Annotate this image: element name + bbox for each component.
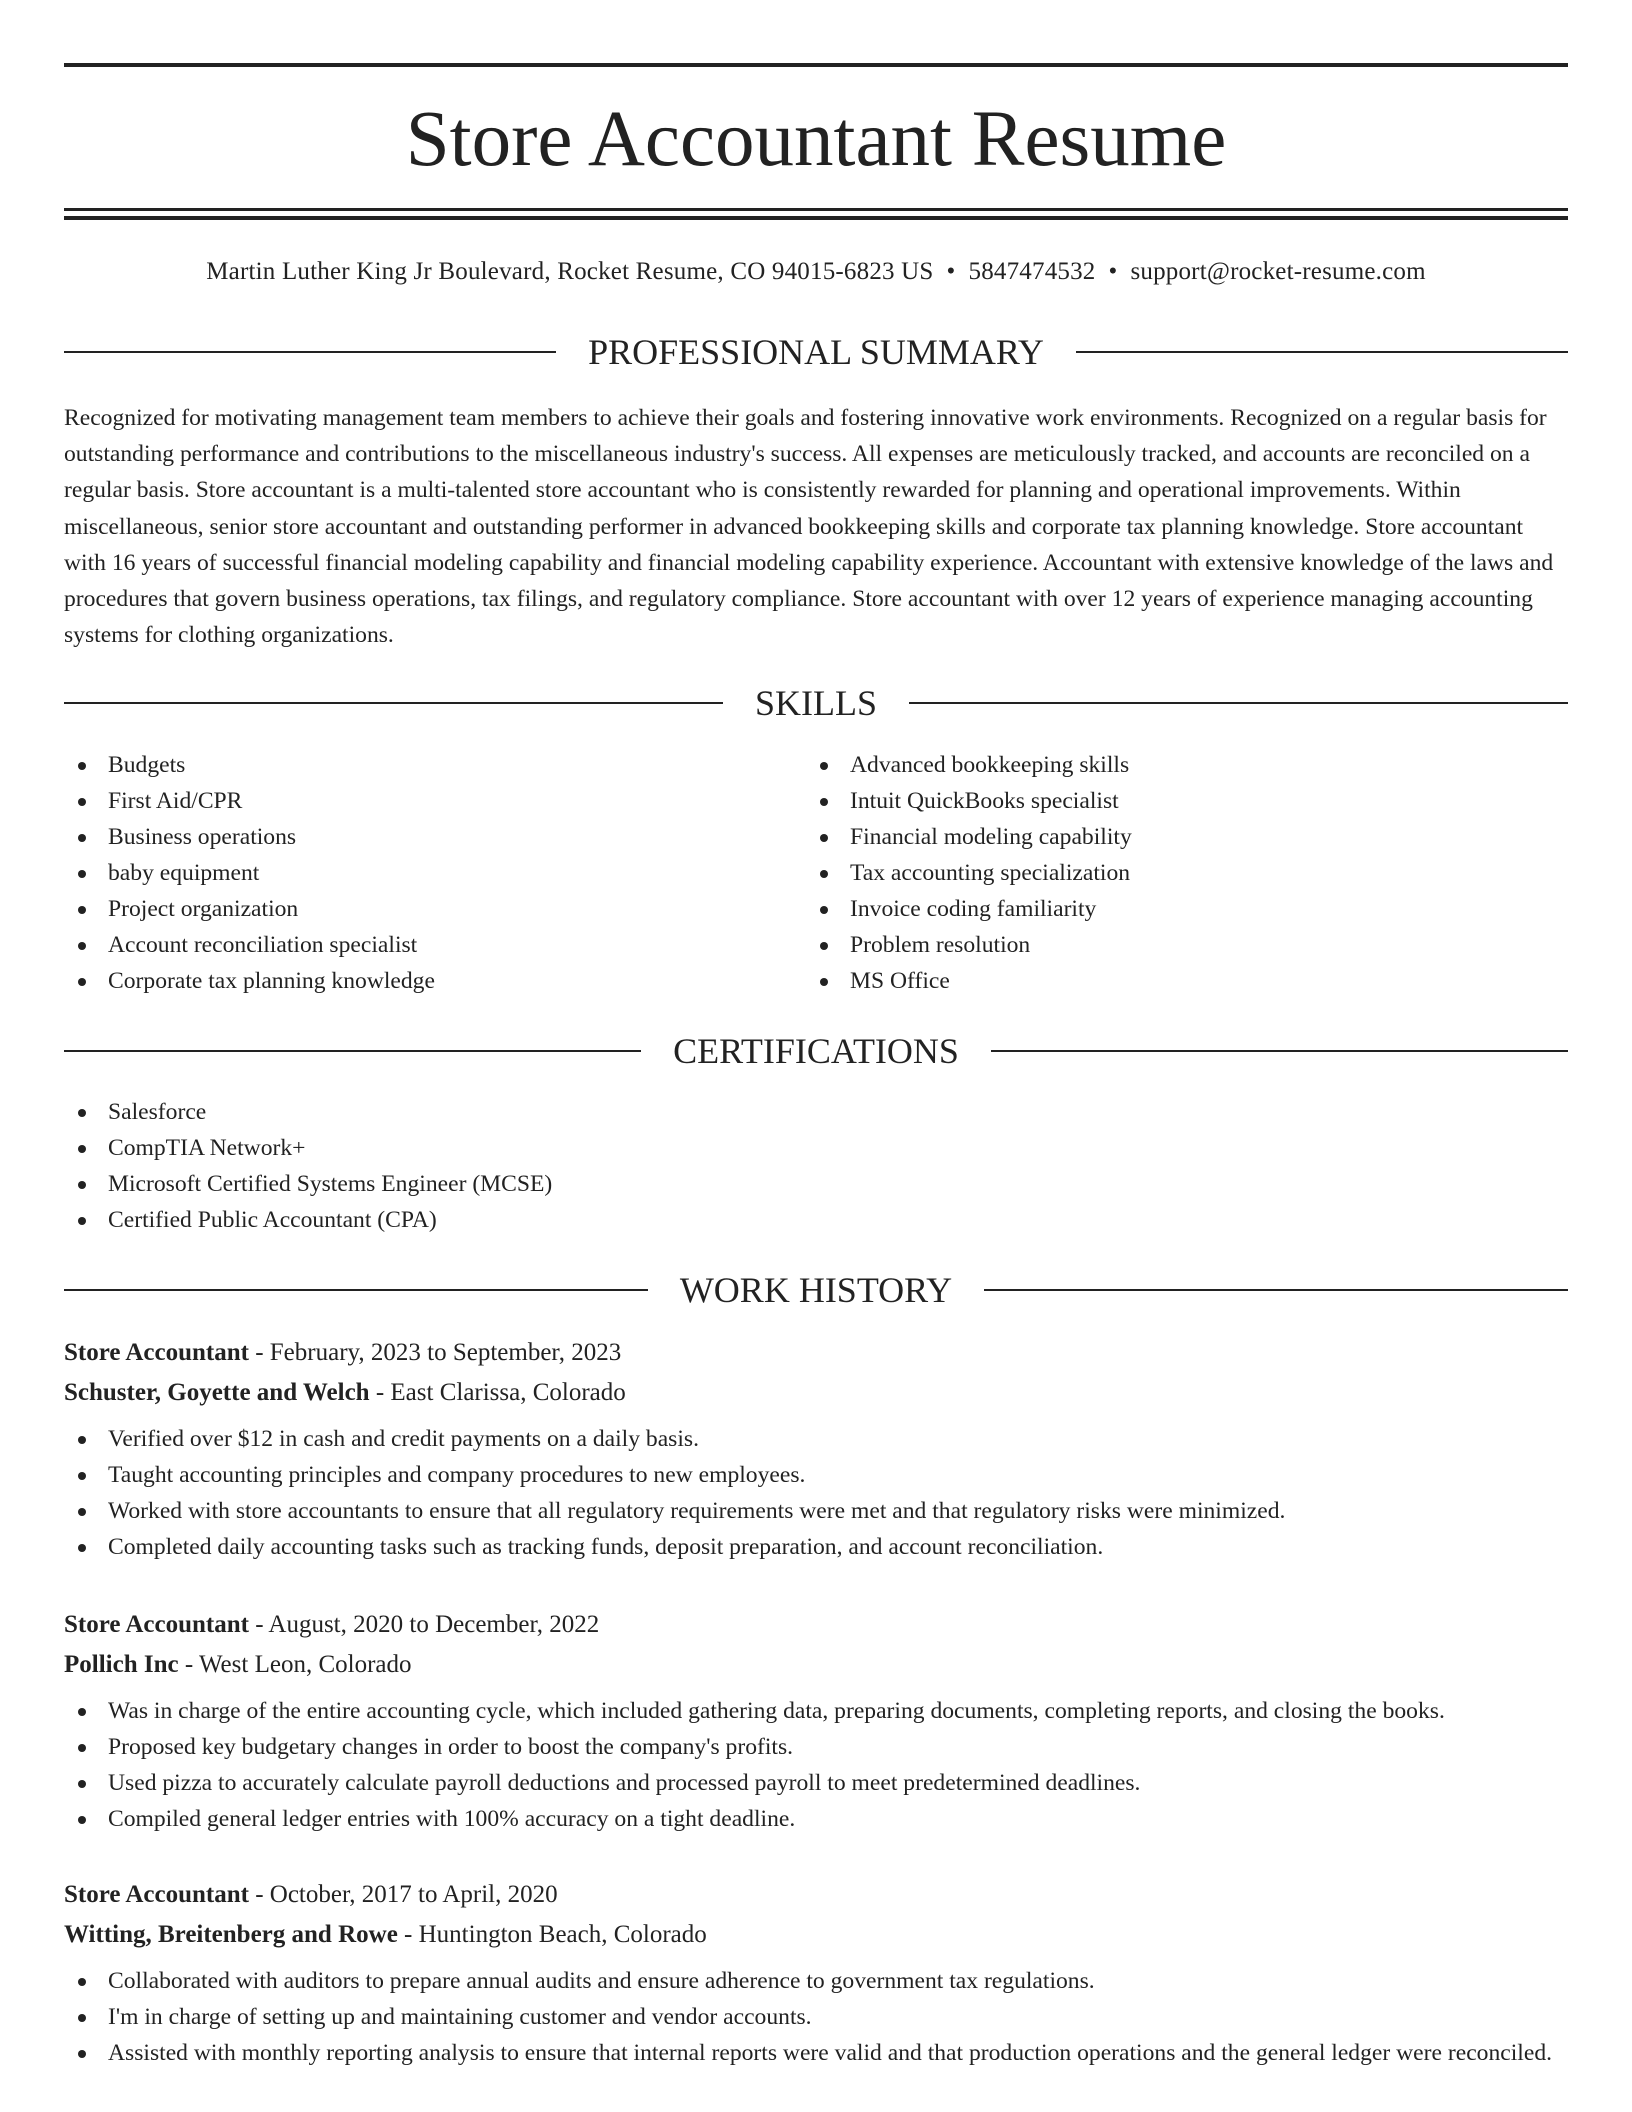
job-dates: - October, 2017 to April, 2020 xyxy=(248,1881,558,1908)
list-item: Was in charge of the entire accounting cycle, which included gathering data, preparing documents, completing reports, and closing the books. xyxy=(64,1693,1568,1729)
heading-rule-left xyxy=(64,1050,641,1052)
list-item: Intuit QuickBooks specialist xyxy=(806,783,1566,819)
job-entry xyxy=(64,1875,1568,2071)
section-heading-skills xyxy=(64,681,1568,725)
certifications-list xyxy=(64,1094,1568,1238)
list-item: Salesforce xyxy=(64,1094,1568,1130)
list-item: CompTIA Network+ xyxy=(64,1130,1568,1166)
heading-rule-right xyxy=(1076,351,1568,353)
list-item: First Aid/CPR xyxy=(64,783,764,819)
job-location: - West Leon, Colorado xyxy=(178,1651,412,1678)
job-role-line xyxy=(64,1605,1568,1645)
list-item: Compiled general ledger entries with 100% accuracy on a tight deadline. xyxy=(64,1801,1568,1837)
heading-rule-left xyxy=(64,702,723,704)
section-heading-label: PROFESSIONAL SUMMARY xyxy=(588,332,1044,372)
job-bullets xyxy=(64,1421,1568,1565)
contact-phone: 5847474532 xyxy=(968,258,1096,285)
title-rule-upper xyxy=(64,208,1568,211)
list-item: Collaborated with auditors to prepare annual audits and ensure adherence to government tax regulations. xyxy=(64,1963,1568,1999)
job-company: Schuster, Goyette and Welch xyxy=(64,1379,370,1406)
job-role-line xyxy=(64,1333,1568,1373)
list-item: Taught accounting principles and company procedures to new employees. xyxy=(64,1457,1568,1493)
list-item: Budgets xyxy=(64,747,764,783)
contact-separator: • xyxy=(1108,258,1118,285)
job-role: Store Accountant xyxy=(64,1339,249,1366)
section-heading-work-history xyxy=(64,1268,1568,1312)
list-item: Business operations xyxy=(64,819,764,855)
job-company-line xyxy=(64,1915,1568,1955)
list-item: Project organization xyxy=(64,891,764,927)
heading-rule-right xyxy=(991,1050,1568,1052)
job-role: Store Accountant xyxy=(64,1881,249,1908)
job-bullets xyxy=(64,1693,1568,1837)
contact-email: support@rocket-resume.com xyxy=(1130,258,1426,285)
job-company: Pollich Inc xyxy=(64,1651,179,1678)
section-heading-summary xyxy=(64,330,1568,374)
list-item: Financial modeling capability xyxy=(806,819,1566,855)
job-company-line xyxy=(64,1645,1568,1685)
list-item: Used pizza to accurately calculate payroll deductions and processed payroll to meet predetermined deadlines. xyxy=(64,1765,1568,1801)
section-heading-label: WORK HISTORY xyxy=(679,1270,953,1310)
summary-paragraph: Recognized for motivating management team members to achieve their goals and fostering innovative work environments. Recognized on a regular basis for outstanding performance and contributions to the miscellaneous industry's success. All expenses are meticulously tracked, and accounts are reconciled on a regular basis. Store accountant is a multi-talented store accountant who is consistently rewarded for planning and operational improvements. Within miscellaneous, senior store accountant and outstanding performer in advanced bookkeeping skills and corporate tax planning knowledge. Store accountant with 16 years of successful financial modeling capability and financial modeling capability experience. Accountant with extensive knowledge of the laws and procedures that govern business operations, tax filings, and regulatory compliance. Store accountant with over 12 years of experience managing accounting systems for clothing organizations. xyxy=(64,405,1554,649)
section-heading-label: SKILLS xyxy=(755,683,878,723)
list-item: Account reconciliation specialist xyxy=(64,927,764,963)
skills-list-left xyxy=(64,747,764,999)
job-role-line xyxy=(64,1875,1568,1915)
job-dates: - February, 2023 to September, 2023 xyxy=(248,1339,622,1366)
list-item: baby equipment xyxy=(64,855,764,891)
job-entry xyxy=(64,1605,1568,1837)
skills-list-right xyxy=(806,747,1566,999)
list-item: MS Office xyxy=(806,963,1566,999)
job-bullets xyxy=(64,1963,1568,2071)
list-item: Worked with store accountants to ensure that all regulatory requirements were met and that regulatory risks were minimized. xyxy=(64,1493,1568,1529)
list-item: Proposed key budgetary changes in order to boost the company's profits. xyxy=(64,1729,1568,1765)
list-item: Invoice coding familiarity xyxy=(806,891,1566,927)
job-company: Witting, Breitenberg and Rowe xyxy=(64,1921,398,1948)
job-location: - Huntington Beach, Colorado xyxy=(397,1921,707,1948)
list-item: Advanced bookkeeping skills xyxy=(806,747,1566,783)
resume-title: Store Accountant Resume xyxy=(405,96,1227,183)
list-item: Assisted with monthly reporting analysis to ensure that internal reports were valid and that production operations and the general ledger were reconciled. xyxy=(64,2035,1568,2071)
contact-separator: • xyxy=(946,258,956,285)
heading-rule-right xyxy=(984,1289,1568,1291)
section-heading-label: CERTIFICATIONS xyxy=(673,1031,959,1071)
list-item: Certified Public Accountant (CPA) xyxy=(64,1202,1568,1238)
heading-rule-right xyxy=(909,702,1568,704)
section-heading-certifications xyxy=(64,1029,1568,1073)
job-location: - East Clarissa, Colorado xyxy=(369,1379,626,1406)
list-item: Completed daily accounting tasks such as tracking funds, deposit preparation, and account reconciliation. xyxy=(64,1529,1568,1565)
contact-address: Martin Luther King Jr Boulevard, Rocket Resume, CO 94015-6823 US xyxy=(206,258,934,285)
list-item: Microsoft Certified Systems Engineer (MCSE) xyxy=(64,1166,1568,1202)
contact-line xyxy=(64,256,1568,288)
list-item: Verified over $12 in cash and credit payments on a daily basis. xyxy=(64,1421,1568,1457)
job-dates: - August, 2020 to December, 2022 xyxy=(248,1611,600,1638)
title-rule-lower xyxy=(64,216,1568,220)
list-item: Problem resolution xyxy=(806,927,1566,963)
top-rule xyxy=(64,63,1568,67)
heading-rule-left xyxy=(64,351,556,353)
job-entry xyxy=(64,1333,1568,1565)
list-item: Tax accounting specialization xyxy=(806,855,1566,891)
list-item: I'm in charge of setting up and maintaining customer and vendor accounts. xyxy=(64,1999,1568,2035)
job-company-line xyxy=(64,1373,1568,1413)
list-item: Corporate tax planning knowledge xyxy=(64,963,764,999)
heading-rule-left xyxy=(64,1289,648,1291)
job-role: Store Accountant xyxy=(64,1611,249,1638)
